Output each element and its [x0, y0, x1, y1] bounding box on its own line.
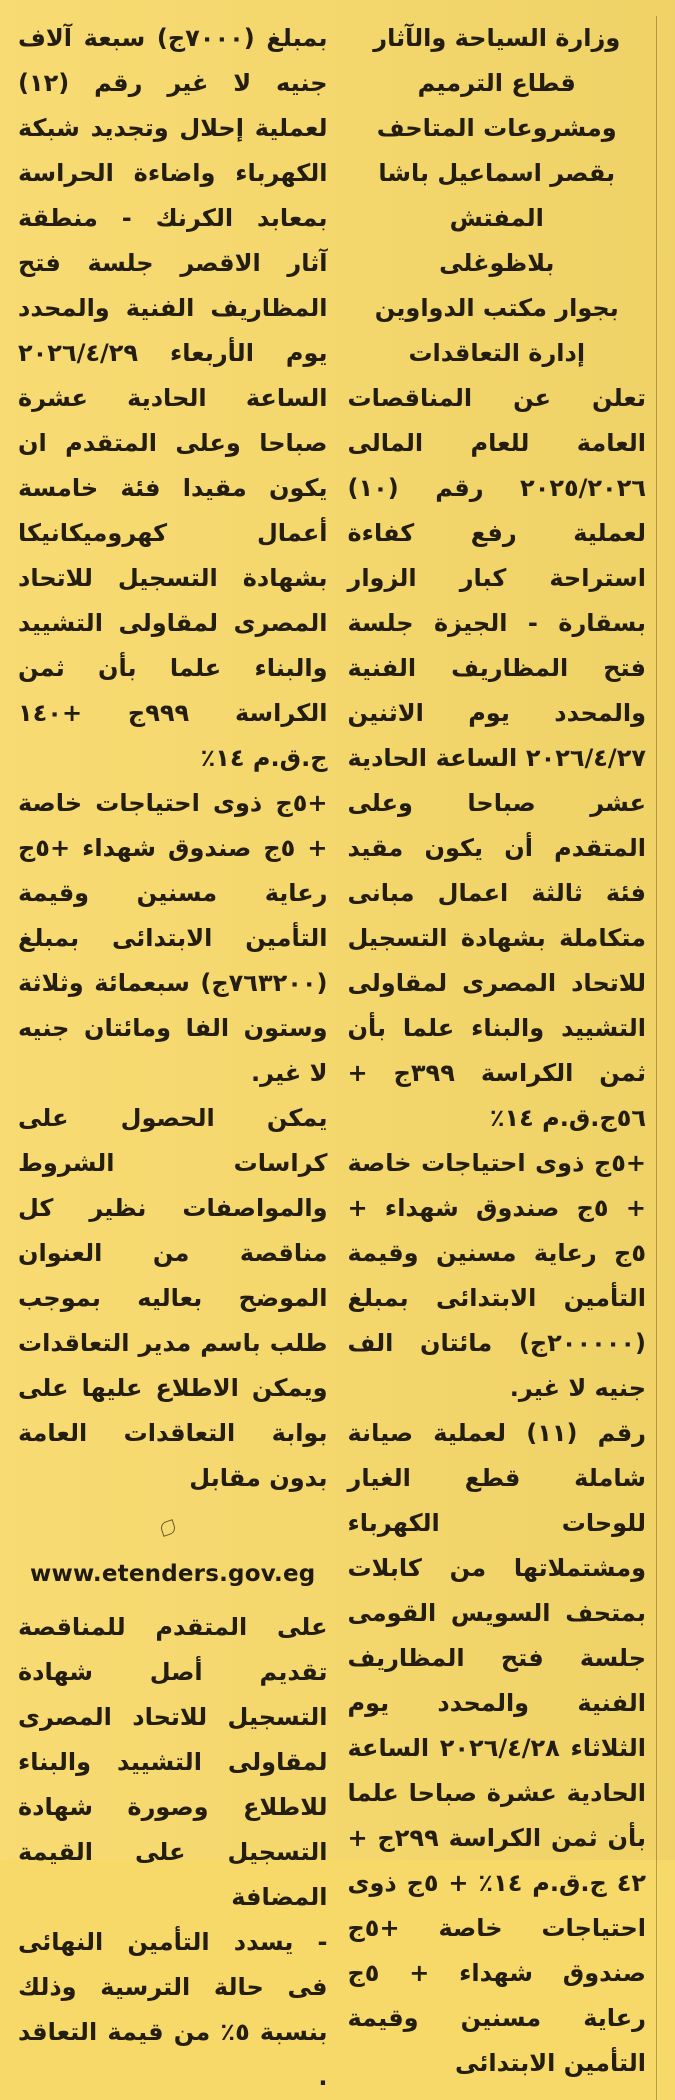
left-paragraph-2: +٥ج ذوى احتياجات خاصة + ٥ج صندوق شهداء +٥ج رعاية مسنين وقيمة التأمين الابتدائى بمبلغ (٧٦٣٢٠٠ج) سبعمائة وثلاثة وستون الفا ومائتان جنيه لا غير.	[18, 789, 328, 1087]
right-paragraph-2: +٥ج ذوى احتياجات خاصة + ٥ج صندوق شهداء + ٥ج رعاية مسنين وقيمة التأمين الابتدائى بمبلغ (٢٠٠٠٠٠ج) مائتان الف جنيه لا غير.	[347, 1149, 646, 1402]
left-paragraph-1: بمبلغ (٧٠٠٠ج) سبعة آلاف جنيه لا غير رقم (١٢) لعملية إحلال وتجديد شبكة الكهرباء واضاءة الحراسة بمعابد الكرنك - منطقة آثار الاقصر جلسة فتح المظاريف الفنية والمحدد يوم الأربعاء ٢٠٢٦/٤/٢٩ الساعة الحادية عشرة صباحا وعلى المتقدم ان يكون مقيدا فئة خامسة أعمال كهروميكانيكا بشهادة التسجيل للاتحاد المصرى لمقاولى التشييد والبناء علما بأن ثمن الكراسة ٩٩٩ج +١٤٠ ج.ق.م ١٤٪	[18, 24, 328, 772]
right-column	[348, 16, 658, 2100]
department-name: إدارة التعاقدات	[408, 339, 586, 367]
pen-mark-icon	[159, 1519, 177, 1537]
right-paragraph-1: تعلن عن المناقصات العامة للعام المالى ٢٠٢٥/٢٠٢٦ رقم (١٠) لعملية رفع كفاءة استراحة كبار الزوار بسقارة - الجيزة جلسة فتح المظاريف الفنية والمحدد يوم الاثنين ٢٠٢٦/٤/٢٧ الساعة الحادية عشر صباحا وعلى المتقدم أن يكون مقيد فئة ثالثة اعمال مبانى متكاملة بشهادة التسجيل للاتحاد المصرى لمقاولى التشييد والبناء علما بأن ثمن الكراسة ٣٩٩ج + ٥٦ج.ق.م ١٤٪	[347, 384, 647, 1132]
left-paragraph-4: على المتقدم للمناقصة تقديم أصل شهادة التسجيل للاتحاد المصرى لمقاولى التشييد والبناء للاطلاع وصورة شهادة التسجيل على القيمة المضافة	[18, 1613, 328, 1911]
district-name: بلاظوغلى	[439, 249, 555, 277]
left-paragraph-5: - يسدد التأمين النهائى فى حالة الترسية وذلك بنسبة ٥٪ من قيمة التعاقد .	[18, 1928, 328, 2091]
sector-name: قطاع الترميم	[417, 69, 576, 97]
landmark-name: بجوار مكتب الدواوين	[374, 294, 619, 322]
left-column	[18, 16, 328, 2100]
projects-name: ومشروعات المتاحف	[376, 114, 617, 142]
ministry-name: وزارة السياحة والآثار	[373, 24, 621, 52]
website-line	[18, 1507, 328, 1597]
announcement-header	[348, 16, 647, 376]
website-url[interactable]: www.etenders.gov.eg	[30, 1561, 316, 1587]
right-paragraph-3: رقم (١١) لعملية صيانة شاملة قطع الغيار للوحات الكهرباء ومشتملاتها من كابلات بمتحف السويس القومى جلسة فتح المظاريف الفنية والمحدد يوم الثلاثاء ٢٠٢٦/٤/٢٨ الساعة الحادية عشرة صباحا علما بأن ثمن الكراسة ٢٩٩ج + ٤٢ ج.ق.م ١٤٪ + ٥ج ذوى احتياجات خاصة +٥ج صندوق شهداء + ٥ج رعاية مسنين وقيمة التأمين الابتدائى	[347, 1419, 646, 2077]
palace-address: بقصر اسماعيل باشا المفتش	[378, 159, 616, 232]
left-paragraph-3: يمكن الحصول على كراسات الشروط والمواصفات نظير كل مناقصة من العنوان الموضح بعاليه بموجب طلب باسم مدير التعاقدات ويمكن الاطلاع عليها على بوابة التعاقدات العامة بدون مقابل	[18, 1104, 328, 1492]
